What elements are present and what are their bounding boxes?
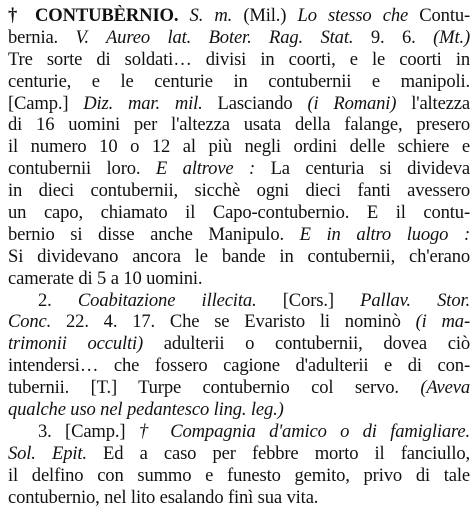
- italic-segment: (i ma-: [415, 311, 470, 333]
- italic-segment: (Mt.): [433, 26, 470, 48]
- entry-line: [8, 180, 470, 202]
- entry-line: [8, 246, 470, 268]
- entry-line: [8, 224, 470, 246]
- italic-segment: Coabitazione illecita.: [77, 289, 257, 311]
- text-segment: in dieci contubernii, sicchè ogni dieci fanti avessero: [8, 180, 470, 202]
- entry-line: [8, 93, 470, 115]
- text-segment: contubernii loro.: [8, 158, 156, 180]
- text-segment: un capo, chiamato il Capo-contubernio. E il contu-: [8, 202, 470, 224]
- italic-segment: (Aveva: [420, 377, 470, 399]
- text-segment: Lasciando: [202, 92, 308, 114]
- italic-segment: (i Romani): [307, 92, 397, 114]
- italic-segment: E altrove :: [155, 158, 256, 180]
- italic-segment: S. m.: [189, 5, 233, 26]
- italic-segment: Lo stesso che: [297, 5, 409, 26]
- text-segment: l'altezza: [396, 92, 470, 114]
- text-segment: La centuria si divideva: [255, 158, 470, 180]
- entry-line: [8, 443, 470, 465]
- text-segment: 9. 6.: [353, 26, 434, 48]
- entry-line: [8, 268, 470, 290]
- italic-segment: Diz. mar. mil.: [83, 92, 203, 114]
- entry-line: [8, 158, 470, 180]
- text-segment: adulterii o contubernii, dovea ciò: [143, 333, 470, 355]
- italic-segment: qualche uso nel pedantesco ling. leg.): [8, 399, 284, 421]
- entry-line: [8, 5, 470, 27]
- text-segment: [178, 5, 189, 26]
- entry-line: [8, 333, 470, 355]
- italic-segment: V. Aureo lat. Boter. Rag. Stat.: [75, 26, 354, 48]
- text-segment: bernia.: [8, 26, 76, 48]
- text-segment: Si dividevano ancora le bande in contubernii, ch'erano: [8, 245, 470, 267]
- entry-line: [8, 465, 470, 487]
- entry-line: [8, 487, 470, 508]
- headword: † CONTUBÈRNIO.: [8, 5, 179, 26]
- italic-segment: Conc.: [8, 311, 52, 333]
- text-segment: centurie, e le centurie in contubernii e manipoli.: [8, 70, 470, 92]
- text-segment: Ed a caso per febbre morto il fanciullo,: [86, 442, 470, 464]
- text-segment: 3. [Camp.]: [38, 420, 139, 442]
- entry-line: [8, 399, 470, 421]
- text-segment: 2.: [38, 289, 78, 311]
- entry-line: [8, 71, 470, 93]
- text-segment: Contu-: [408, 5, 470, 26]
- italic-segment: † Compagnia d'amico o di famigliare.: [138, 420, 470, 442]
- entry-line: [8, 377, 470, 399]
- text-segment: (Mil.): [232, 5, 298, 26]
- italic-segment: trimonii occulti): [8, 333, 144, 355]
- entry-line: [8, 421, 470, 443]
- text-segment: 22. 4. 17. Che se Evaristo li nominò: [51, 311, 416, 333]
- text-segment: [Cors.]: [256, 289, 361, 311]
- text-segment: il delfino con summo e funesto gemito, privo di tale: [8, 464, 470, 486]
- text-segment: il numero 10 o 12 al più negli ordini delle schiere e: [8, 136, 470, 158]
- text-segment: tubernii. [T.] Turpe contubernio col servo.: [8, 377, 421, 399]
- text-segment: di 16 uomini per l'altezza usata della falange, presero: [8, 114, 470, 136]
- text-segment: [Camp.]: [8, 92, 84, 114]
- entry-line: [8, 114, 470, 136]
- text-segment: contubernio, nel lito esalando finì sua vita.: [8, 486, 319, 508]
- text-segment: bernio si disse anche Manipulo.: [8, 223, 300, 245]
- entry-line: [8, 355, 470, 377]
- entry-line: [8, 49, 470, 71]
- entry-line: [8, 27, 470, 49]
- italic-segment: E in altro luogo :: [299, 223, 470, 245]
- entry-line: [8, 311, 470, 333]
- text-segment: intendersi… che fossero cagione d'adulterii e di con-: [8, 355, 470, 377]
- italic-segment: Sol. Epit.: [8, 442, 87, 464]
- text-segment: Tre sorte di soldati… divisi in coorti, e le coorti in: [8, 48, 470, 70]
- entry-line: [8, 290, 470, 312]
- italic-segment: Pallav. Stor.: [360, 289, 470, 311]
- entry-line: [8, 202, 470, 224]
- entry-line: [8, 136, 470, 158]
- text-segment: camerate di 5 a 10 uomini.: [8, 267, 203, 289]
